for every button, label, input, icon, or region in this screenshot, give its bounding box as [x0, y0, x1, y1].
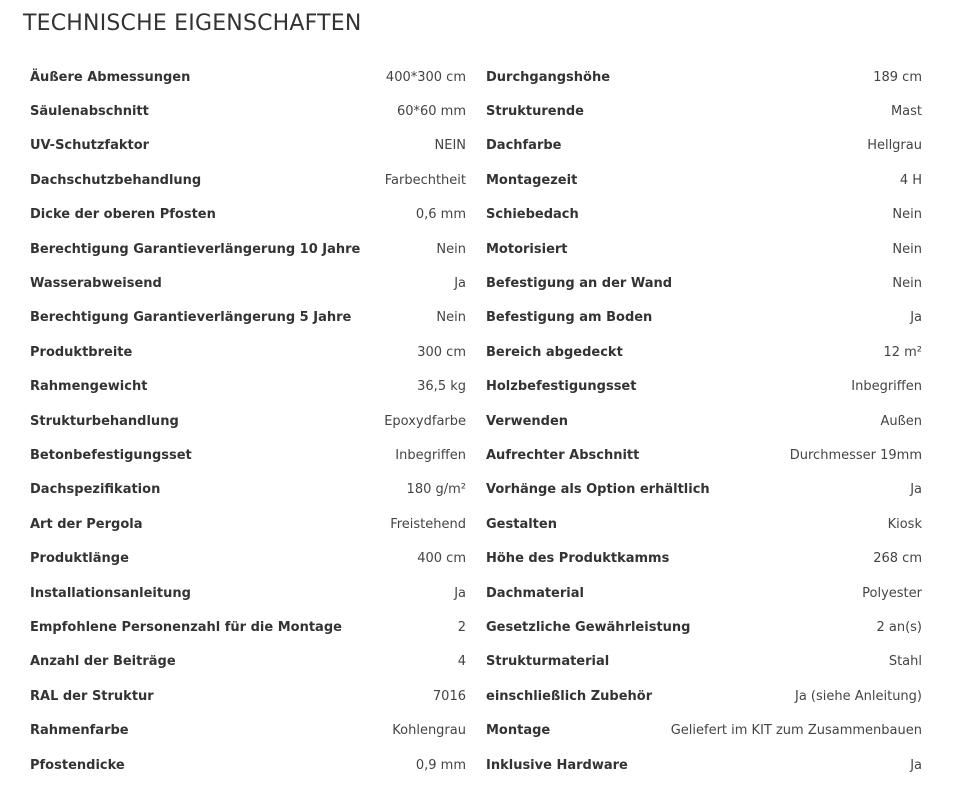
spec-label: UV-Schutzfaktor — [30, 138, 150, 154]
spec-label: Säulenabschnitt — [30, 104, 149, 120]
spec-value: 0,9 mm — [415, 757, 466, 773]
spec-label: einschließlich Zubehör — [486, 688, 653, 704]
spec-value: Stahl — [888, 654, 922, 670]
spec-row — [486, 232, 922, 266]
spec-row — [30, 645, 466, 679]
spec-value: 180 g/m² — [406, 482, 466, 498]
spec-value: 60*60 mm — [396, 104, 466, 120]
spec-label: Äußere Abmessungen — [30, 69, 191, 85]
spec-value: Kiosk — [887, 516, 922, 532]
spec-column-right — [486, 60, 922, 782]
spec-value: Polyester — [862, 585, 922, 601]
spec-label: Verwenden — [486, 413, 569, 429]
spec-label: Gestalten — [486, 516, 557, 532]
spec-row — [30, 473, 466, 507]
spec-row — [30, 438, 466, 472]
spec-value: 268 cm — [873, 551, 922, 567]
spec-value: Hellgrau — [867, 138, 922, 154]
spec-value: 0,6 mm — [415, 207, 466, 223]
spec-value: Farbechtheit — [384, 172, 466, 188]
spec-value: 400 cm — [417, 551, 466, 567]
spec-row — [486, 645, 922, 679]
spec-row — [30, 301, 466, 335]
spec-row — [30, 129, 466, 163]
spec-label: Vorhänge als Option erhältlich — [486, 482, 710, 498]
spec-row — [486, 335, 922, 369]
spec-row — [486, 610, 922, 644]
spec-label: Installationsanleitung — [30, 585, 191, 601]
spec-label: Holzbefestigungsset — [486, 379, 637, 395]
spec-value: 300 cm — [417, 344, 466, 360]
spec-label: Montage — [486, 723, 551, 739]
spec-label: Rahmengewicht — [30, 379, 148, 395]
spec-value: Kohlengrau — [392, 723, 466, 739]
spec-label: Art der Pergola — [30, 516, 143, 532]
spec-label: Befestigung an der Wand — [486, 276, 673, 292]
spec-label: Bereich abgedeckt — [486, 344, 623, 360]
spec-row — [486, 129, 922, 163]
spec-row — [30, 266, 466, 300]
spec-row — [486, 541, 922, 575]
spec-label: Höhe des Produktkamms — [486, 551, 670, 567]
column-gap — [466, 60, 486, 782]
spec-row — [486, 266, 922, 300]
spec-label: Empfohlene Personenzahl für die Montage — [30, 619, 342, 635]
spec-grid — [30, 60, 922, 782]
spec-value: Inbegriffen — [395, 447, 466, 463]
spec-label: Berechtigung Garantieverlängerung 10 Jahre — [30, 241, 361, 257]
spec-row — [486, 679, 922, 713]
spec-row — [30, 198, 466, 232]
spec-value: 12 m² — [883, 344, 922, 360]
spec-label: Betonbefestigungsset — [30, 447, 192, 463]
spec-value: Ja — [454, 585, 466, 601]
spec-row — [30, 163, 466, 197]
spec-label: Dachmaterial — [486, 585, 584, 601]
spec-label: Strukturende — [486, 104, 584, 120]
spec-label: Wasserabweisend — [30, 276, 162, 292]
spec-value: Ja (siehe Anleitung) — [794, 688, 922, 704]
spec-value: 189 cm — [873, 69, 922, 85]
spec-label: Strukturmaterial — [486, 654, 610, 670]
spec-value: Nein — [892, 241, 922, 257]
spec-row — [486, 507, 922, 541]
spec-label: Gesetzliche Gewährleistung — [486, 619, 691, 635]
spec-row — [30, 60, 466, 94]
spec-row — [30, 576, 466, 610]
spec-row — [486, 713, 922, 747]
spec-label: Dicke der oberen Pfosten — [30, 207, 216, 223]
spec-label: RAL der Struktur — [30, 688, 154, 704]
spec-value: Nein — [892, 276, 922, 292]
spec-value: 2 — [457, 619, 466, 635]
spec-label: Schiebedach — [486, 207, 579, 223]
spec-value: Geliefert im KIT zum Zusammenbauen — [670, 723, 922, 739]
spec-value: Außen — [880, 413, 922, 429]
spec-row — [30, 404, 466, 438]
spec-value: Ja — [910, 482, 922, 498]
spec-value: NEIN — [434, 138, 466, 154]
spec-row — [30, 541, 466, 575]
spec-row — [30, 94, 466, 128]
spec-value: Freistehend — [390, 516, 466, 532]
spec-value: Ja — [910, 310, 922, 326]
spec-row — [486, 301, 922, 335]
spec-label: Strukturbehandlung — [30, 413, 179, 429]
spec-row — [486, 404, 922, 438]
spec-value: Inbegriffen — [851, 379, 922, 395]
spec-label: Montagezeit — [486, 172, 578, 188]
spec-label: Berechtigung Garantieverlängerung 5 Jahre — [30, 310, 352, 326]
spec-row — [30, 679, 466, 713]
spec-label: Befestigung am Boden — [486, 310, 653, 326]
spec-value: 400*300 cm — [385, 69, 466, 85]
spec-value: Nein — [892, 207, 922, 223]
spec-label: Durchgangshöhe — [486, 69, 611, 85]
spec-value: Nein — [436, 310, 466, 326]
spec-label: Pfostendicke — [30, 757, 125, 773]
spec-value: Epoxydfarbe — [384, 413, 466, 429]
spec-value: Ja — [910, 757, 922, 773]
spec-row — [30, 335, 466, 369]
spec-row — [486, 748, 922, 782]
spec-label: Anzahl der Beiträge — [30, 654, 176, 670]
spec-row — [486, 370, 922, 404]
spec-column-left — [30, 60, 466, 782]
spec-value: 36,5 kg — [417, 379, 466, 395]
spec-label: Dachspezifikation — [30, 482, 161, 498]
spec-row — [486, 473, 922, 507]
spec-row — [486, 576, 922, 610]
spec-label: Inklusive Hardware — [486, 757, 628, 773]
spec-value: 4 H — [899, 172, 922, 188]
spec-row — [486, 198, 922, 232]
spec-label: Produktbreite — [30, 344, 133, 360]
spec-row — [30, 748, 466, 782]
spec-label: Produktlänge — [30, 551, 129, 567]
spec-row — [30, 507, 466, 541]
spec-value: 2 an(s) — [876, 619, 922, 635]
spec-value: 7016 — [432, 688, 466, 704]
spec-label: Rahmenfarbe — [30, 723, 129, 739]
spec-row — [486, 94, 922, 128]
spec-row — [30, 713, 466, 747]
spec-label: Dachfarbe — [486, 138, 562, 154]
spec-row — [486, 60, 922, 94]
spec-value: 4 — [457, 654, 466, 670]
spec-label: Dachschutzbehandlung — [30, 172, 202, 188]
spec-row — [486, 438, 922, 472]
spec-label: Aufrechter Abschnitt — [486, 447, 640, 463]
spec-row — [30, 232, 466, 266]
spec-row — [30, 370, 466, 404]
spec-value: Ja — [454, 276, 466, 292]
spec-value: Nein — [436, 241, 466, 257]
spec-value: Durchmesser 19mm — [789, 447, 922, 463]
spec-label: Motorisiert — [486, 241, 568, 257]
spec-row — [486, 163, 922, 197]
spec-value: Mast — [890, 104, 922, 120]
section-title: TECHNISCHE EIGENSCHAFTEN — [23, 11, 362, 36]
spec-row — [30, 610, 466, 644]
